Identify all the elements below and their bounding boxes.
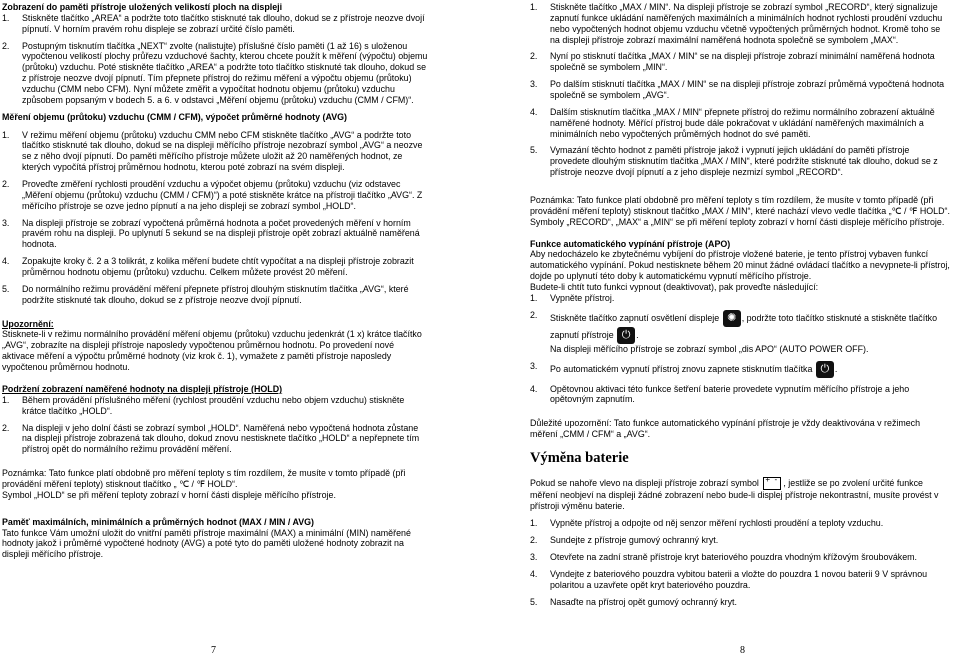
- heading-hold: Podržení zobrazení naměřené hodnoty na displeji přístroje (HOLD): [2, 383, 283, 394]
- item-text: Sundejte z přístroje gumový ochranný kryt.: [550, 535, 719, 546]
- item-text: Dalším stisknutím tlačítka „MAX / MIN“ přepnete přístroj do režimu normálního zobrazení aktuálně naměřené hodnoty. Měřící přístroj bude dále pokračovat v ukládání naměřených maximálních a minimálních nebo vypočtených průměrných hodnot do své paměti.: [550, 106, 935, 139]
- item-number: 1.: [530, 292, 538, 303]
- light-bulb-icon: ✺: [723, 310, 741, 327]
- item-number: 2.: [2, 179, 10, 190]
- item-number: 4.: [2, 256, 10, 267]
- list-item: [530, 569, 950, 591]
- item-text: Vypněte přístroj a odpojte od něj senzor měření rychlosti proudění a teploty vzduchu.: [550, 518, 884, 529]
- note-temperature: Poznámka: Tato funkce platí obdobně pro měření teploty s tím rozdílem, že musíte v tomto případě (při provádění měření teploty) stisknout tlačítko „MAX / MIN“, které nachází vlevo vedle tlačítka „℃ / ℉ HOLD“. Symboly „RECORD“, „MAX“ a „MIN“ se při měření teploty zobrazí v horní části displeje měřícího přístroje.: [530, 195, 950, 227]
- item-number: 1.: [530, 518, 538, 529]
- power-icon: ⏻: [617, 327, 635, 344]
- item-text: Vyndejte z bateriového pouzdra vybitou baterii a vložte do pouzdra 1 novou baterii 9 V správnou polaritou a uzavřete opět kryt bateriového pouzdra.: [550, 569, 928, 590]
- list-item: [530, 51, 950, 73]
- list-item: [530, 2, 950, 45]
- item-text: Stiskněte tlačítko „MAX / MIN“. Na displeji přístroje se zobrazí symbol „RECORD“, který signalizuje zapnutí funkce ukládání naměřených maximálních a minimálních hodnot rychlosti proudění vzduchu nebo vypočtených hodnot objemu vzduchu včetně vypočtených průměrných hodnot. Kromě toho se na displeji přístroje zobrazí maximální naměřená hodnota společně se symbolem „MAX“.: [550, 2, 943, 45]
- heading-stored-areas: Zobrazení do paměti přístroje uložených velikostí ploch na displeji: [2, 2, 283, 12]
- list-item: [530, 293, 950, 304]
- item-text: Opětovnou aktivaci této funkce šetření baterie provedete vypnutím měřícího přístroje a jeho opětovným zapnutím.: [550, 383, 910, 405]
- item-text: Nasaďte na přístroj opět gumový ochranný kryt.: [550, 596, 737, 607]
- hold-note: Poznámka: Tato funkce platí obdobně pro měření teploty s tím rozdílem, že musíte v tomto případě (při provádění měření teploty) stisknout tlačítko „ ℃ / ℉ HOLD“.: [2, 468, 406, 489]
- item-text: Na displeji v jeho dolní části se zobrazí symbol „HOLD“. Naměřená nebo vypočtená hodnota zůstane na displeji přístroje zobrazená tak dlouho, dokud znovu nestisknete tlačítko „HOLD“ a nepřepnete tím přístroj opět do normálního režimu provádění měření.: [22, 422, 420, 455]
- list-item: [2, 218, 428, 251]
- item-number: 3.: [530, 360, 538, 371]
- list-item: [530, 310, 950, 355]
- list-item: [2, 256, 428, 278]
- item-text: , podržte toto tlačítko stisknuté a stiskněte tlačítko zapnutí přístroje: [550, 312, 938, 340]
- item-number: 3.: [530, 79, 538, 90]
- item-number: 5.: [530, 596, 538, 607]
- hold-symbol-text: Symbol „HOLD“ se při měření teploty zobrazí v horní části displeje měřícího přístroje.: [2, 489, 336, 500]
- left-page: [2, 2, 428, 560]
- item-text: Po dalším stisknutí tlačítka „MAX / MIN“ se na displeji přístroje zobrazí průměrná vypočtená hodnota společně se symbolem „AVG“.: [550, 79, 945, 101]
- item-text: V režimu měření objemu (průtoku) vzduchu CMM nebo CFM stiskněte tlačítko „AVG“ a podržte toto tlačítko stisknuté tak dlouho, dokud se na displeji měřícího přístroje nezobrazí symbol „AVG“ a neozve se z něho dvojí pípnutí. Do paměti měřícího přístroje můžete uložit až 20 naměřených hodnot, ze kterých vypočítá přístroj průměrnou hodnotu, kterou poté zobrazí na svém displeji.: [22, 129, 423, 173]
- battery-intro-text: Pokud se nahoře vlevo na displeji přístroje zobrazí symbol: [530, 477, 759, 488]
- battery-intro: [530, 477, 950, 512]
- item-text: Stiskněte tlačítko „AREA“ a podržte toto tlačítko stisknuté tak dlouho, dokud se z přístroje neozve dvojí pípnutí. V horním pravém rohu displeje se zobrazí určité číslo paměti.: [22, 12, 425, 34]
- list-item: [530, 552, 950, 563]
- list-item: [530, 518, 950, 529]
- item-number: 1.: [2, 394, 10, 405]
- heading-max-min-avg: Paměť maximálních, minimálních a průměrných hodnot (MAX / MIN / AVG): [2, 516, 314, 527]
- right-page: [530, 2, 950, 614]
- battery-intro-text: , jestliže se po zvolení určité funkce měření neobjeví na displeji žádné zobrazení nebo bude-li displej přístroje nekontrastní, musíte provést v přístroji výměnu baterie.: [530, 477, 939, 511]
- list-item: [2, 13, 428, 35]
- heading-battery: Výměna baterie: [530, 450, 629, 467]
- heading-apo: Funkce automatického vypínání přístroje (APO): [530, 238, 731, 249]
- note-label: Upozornění:: [2, 318, 54, 329]
- battery-icon: [763, 477, 781, 490]
- item-text: Postupným tisknutím tlačítka „NEXT“ zvolte (nalistujte) příslušné číslo paměti (1 až 16) s uloženou vypočtenou velikostí plochy průřezu vzduchové šachty, kterou chcete použít k měření (výpočtu) objemu (průtoku) vzduchu. Poté stiskněte tlačítko „AREA“ a podržte toto tlačítko stisknuté tak dlouho, dokud se z přístroje neozve dvojí pípnutí. Tím přepnete přístroj do režimu měření a výpočtu objemu (průtoku) vzduchu (CMM nebo CFM). Nyní můžete změřit a vypočítat hodnotu objemu (průtoku) vzduchu způsobem popsaným v bodech 5. a 6. v odstavci „Měření objemu (průtoku) vzduchu (CMM / CFM)“.: [22, 40, 428, 105]
- item-text: Během provádění příslušného měření (rychlost proudění vzduchu nebo objem vzduchu) stiskněte krátce tlačítko „HOLD“.: [22, 394, 405, 416]
- item-text: Otevřete na zadní straně přístroje kryt bateriového pouzdra vhodným křížovým šroubovákem.: [550, 552, 918, 563]
- list-item: [530, 361, 950, 378]
- list-item: [530, 145, 950, 178]
- list-item: [530, 384, 950, 406]
- item-number: 2.: [530, 309, 538, 320]
- list-item: [2, 423, 428, 456]
- item-text: Do normálního režimu provádění měření přepnete přístroj dlouhým stisknutím tlačítka „AVG“, které podržíte stisknuté tak dlouho, dokud se z přístroje neozve dvojí pípnutí.: [22, 283, 409, 305]
- page-number-left: 7: [211, 645, 216, 656]
- item-number: 3.: [530, 552, 538, 563]
- item-number: 5.: [530, 145, 538, 156]
- note-text: Stisknete-li v režimu normálního provádění měření objemu (průtoku) vzduchu jedenkrát (1 x) krátce tlačítko „AVG“, zobrazíte na displeji přístroje naposledy vypočtenou průměrnou hodnotu. Po provedení nové aktivace měření a výpočtu průměrné hodnoty (viz krok č. 1), vymažete z paměti přístroje naposledy vypočtenou průměrnou hodnotu.: [2, 329, 422, 373]
- list-item: [2, 130, 428, 173]
- item-text: Vymazání těchto hodnot z paměti přístroje jakož i vypnutí jejich ukládání do paměti přístroje provedete dlouhým stisknutím tlačítka „MAX / MIN“, které podržíte stisknuté tak dlouho, dokud se z přístroje neozve dvojí pípnutí a z jeho displeje nezmizí symbol „RECORD“.: [550, 145, 938, 178]
- list-item: [2, 284, 428, 306]
- item-number: 2.: [2, 422, 10, 433]
- item-number: 1.: [530, 2, 538, 12]
- list-item: [530, 107, 950, 140]
- item-number: 4.: [530, 106, 538, 117]
- item-number: 3.: [2, 217, 10, 228]
- max-min-text: Tato funkce Vám umožní uložit do vnitřní paměti přístroje maximální (MAX) a minimální (MIN) naměřené hodnoty jakož i průměrné vypočtené hodnoty (AVG) a poté tyto do paměti uložené hodnoty zobrazit na displeji měřícího přístroje.: [2, 527, 411, 560]
- item-number: 2.: [530, 51, 538, 62]
- list-item: [530, 79, 950, 101]
- item-number: 5.: [2, 283, 10, 294]
- item-text: Na displeji přístroje se zobrazí vypočtená průměrná hodnota a počet provedených měření v horním pravém rohu na displeji. Po uplynutí 5 sekund se na displeji přístroje opět zobrazí aktuálně naměřená hodnota.: [22, 217, 420, 250]
- item-number: 1.: [2, 129, 10, 140]
- item-text: Vypněte přístroj.: [550, 292, 615, 303]
- item-text: .: [636, 329, 639, 340]
- item-text: Na displeji měřícího přístroje se zobrazí symbol „dis APO“ (AUTO POWER OFF).: [550, 343, 869, 354]
- item-number: 2.: [2, 40, 10, 51]
- item-text: Zopakujte kroky č. 2 a 3 tolikrát, z kolika měření budete chtít vypočítat a na displeji přístroje zobrazit průměrnou hodnotu objemu (průtoku) vzduchu. Celkem můžete provést 20 měření.: [22, 256, 414, 278]
- item-number: 2.: [530, 535, 538, 546]
- page-number-right: 8: [740, 645, 745, 656]
- list-item: [530, 597, 950, 608]
- item-number: 4.: [530, 383, 538, 394]
- item-text: Nyní po stisknutí tlačítka „MAX / MIN“ se na displeji přístroje zobrazí minimální naměřená hodnota společně se symbolem „MIN“.: [550, 51, 935, 73]
- apo-text: Aby nedocházelo ke zbytečnému vybíjení do přístroje vložené baterie, je tento přístroj vybaven funkcí automatického vypínání. Pokud nestisknete během 20 minut žádné ovládací tlačítko a nevypnete-li přístroj, dojde po uplynutí této doby k automatickému vypnutí měřícího přístroje.: [530, 249, 950, 282]
- item-number: 1.: [2, 12, 10, 23]
- item-text: Stiskněte tlačítko zapnutí osvětlení displeje: [550, 312, 720, 323]
- list-item: [530, 535, 950, 546]
- list-item: [2, 179, 428, 212]
- item-number: 4.: [530, 569, 538, 580]
- list-item: [2, 41, 428, 106]
- list-item: [2, 395, 428, 417]
- important-note: Důležité upozornění: Tato funkce automatického vypínání přístroje je vždy deaktivována v režimech měření „CMM / CFM“ a „AVG“.: [530, 418, 921, 440]
- item-text: Proveďte změření rychlosti proudění vzduchu a výpočet objemu (průtoku) vzduchu (viz odstavec „Měření objemu (průtoku) vzduchu (CMM / CFM)“) a poté stiskněte krátce na přístroji tlačítko „AVG“. Z měřícího přístroje se ozve jedno pípnutí a na jeho displeji se zobrazí symbol „HOLD“.: [22, 179, 423, 211]
- apo-off-text: Budete-li chtít tuto funkci vypnout (deaktivovat), pak proveďte následující:: [530, 282, 819, 293]
- item-text: .: [834, 363, 838, 374]
- item-text: Po automatickém vypnutí přístroj znovu zapnete stisknutím tlačítka: [550, 363, 813, 374]
- power-icon: ⏻: [816, 361, 834, 378]
- heading-avg: Měření objemu (průtoku) vzduchu (CMM / CFM), výpočet průměrné hodnoty (AVG): [2, 111, 347, 122]
